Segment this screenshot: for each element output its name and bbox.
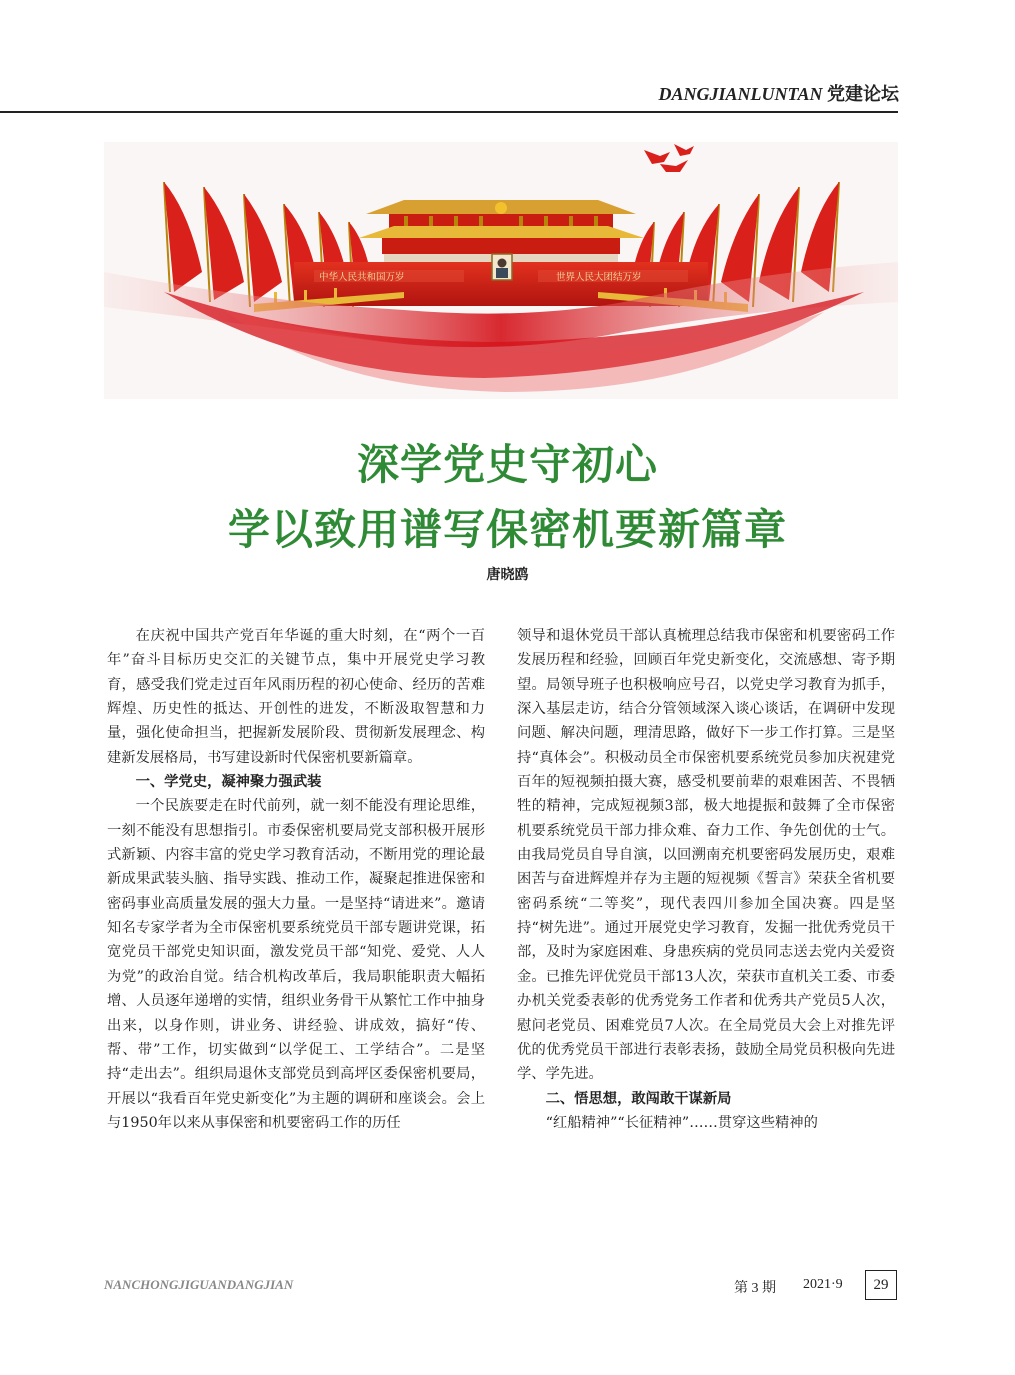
page-number: 29	[865, 1270, 897, 1300]
paragraph: “红船精神”“长征精神”……贯穿这些精神的	[545, 1114, 818, 1131]
left-column	[107, 624, 485, 1135]
paragraph: 一个民族要走在时代前列，就一刻不能没有理论思维，一刻不能没有思想指引。市委保密机要局党支部积极开展形式新颖、内容丰富的党史学习教育活动，不断用党的理论最新成果武装头脑、指导实践、推动工作，凝聚起推进保密和密码事业高质量发展的强大力量。一是坚持“请进来”。邀请知名专家学者为全市保密机要系统党员干部专题讲党课，拓宽党员干部党史知识面，激发党员干部“知党、爱党、人人为党”的政治自觉。结合机构改革后，我局职能职责大幅拓增、人员逐年递增的实情，组织业务骨干从繁忙工作中抽身出来，以身作则，讲业务、讲经验、讲成效，搞好“传、帮、带”工作，切实做到“以学促工、工学结合”。二是坚持“走出去”。组织局退休支部党员到高坪区委保密机要局，开展以“我看百年党史新变化”为主题的调研和座谈会。会上与1950年以来从事保密和机要密码工作的历任	[107, 798, 485, 1131]
paragraph: 在庆祝中国共产党百年华诞的重大时刻，在“两个一百年”奋斗目标历史交汇的关键节点，集中开展党史学习教育，感受我们党走过百年风雨历程的初心使命、经历的苦难辉煌、历史性的抵达、开创性的进发，不断汲取智慧和力量，强化使命担当，把握新发展阶段、贯彻新发展理念、构建新发展格局，书写建设新时代保密机要新篇章。	[107, 628, 485, 766]
banner-slogan-right: 世界人民大团结万岁	[556, 272, 642, 283]
section-heading: 二、悟思想，敢闯敢干谋新局	[545, 1090, 732, 1107]
banner-slogan-left: 中华人民共和国万岁	[319, 272, 405, 283]
brand-cn: 党建论坛	[827, 84, 899, 104]
journal-brand	[658, 80, 899, 106]
header-rule	[0, 111, 898, 113]
article-title-line1: 深学党史守初心	[356, 440, 658, 489]
footer-journal-name: NANCHONGJIGUANDANGJIAN	[104, 1277, 294, 1292]
paragraph: 领导和退休党员干部认真梳理总结我市保密和机要密码工作发展历程和经验，回顾百年党史新变化，交流感想、寄予期望。局领导班子也积极响应号召，以党史学习教育为抓手，深入基层走访，结合分管领域深入谈心谈话，在调研中发现问题、解决问题，理清思路，做好下一步工作打算。三是坚持“真体会”。积极动员全市保密机要系统党员参加庆祝建党百年的短视频拍摄大赛，感受机要前辈的艰难困苦、不畏牺牲的精神，完成短视频3部，极大地提振和鼓舞了全市保密机要系统党员干部力排众难、奋力工作、争先创优的士气。由我局党员自导自演，以回溯南充机要密码发展历史，艰难困苦与奋进辉煌并存为主题的短视频《誓言》荣获全省机要密码系统“二等奖”，现代表四川参加全国决赛。四是坚持“树先进”。通过开展党史学习教育，发掘一批优秀党员干部，及时为家庭困难、身患疾病的党员同志送去党内关爱资金。已推先评优党员干部13人次，荣获市直机关工委、市委办机关党委表彰的优秀党务工作者和优秀共产党员5人次，慰问老党员、困难党员7人次。在全局党员大会上对推先评优的优秀党员干部进行表彰表扬，鼓励全局党员积极向先进学、学先进。	[517, 628, 895, 1083]
article-title-line2: 学以致用谱写保密机要新篇章	[227, 505, 787, 554]
brand-latin: DANGJIANLUNTAN	[658, 84, 823, 104]
article-author: 唐晓鸥	[486, 567, 529, 583]
footer-issue: 第 3 期	[734, 1281, 776, 1296]
section-heading: 一、学党史，凝神聚力强武装	[135, 774, 322, 791]
tiananmen-banner-image	[104, 142, 898, 399]
right-column	[517, 624, 895, 1135]
footer-date: 2021·9	[803, 1277, 843, 1292]
